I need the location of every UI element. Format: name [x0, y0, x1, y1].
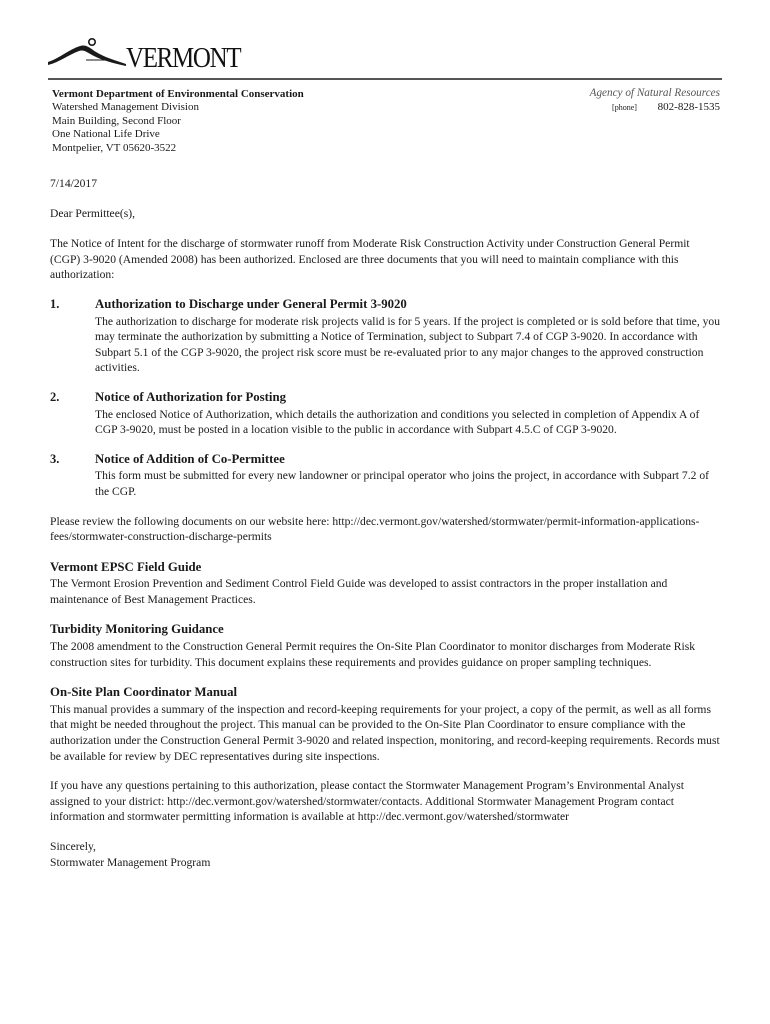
enclosure-item-3 [50, 452, 722, 500]
intro-paragraph: The Notice of Intent for the discharge of stormwater runoff from Moderate Risk Construction Activity under Construction General Permit (CGP) 3-9020 (Amended 2008) has been authorized. Enclosed are three documents that you will need to maintain compliance with this authorization: [50, 237, 690, 282]
section-turbidity-guidance [50, 622, 722, 670]
closing: Sincerely, [50, 840, 96, 853]
item-number: 3. [50, 451, 60, 466]
section-epsc-guide [50, 560, 722, 608]
division-name: Watershed Management Division [52, 101, 199, 114]
salutation: Dear Permittee(s), [50, 206, 135, 220]
section-text: The 2008 amendment to the Construction General Permit requires the On-Site Plan Coordinator to monitor discharges from Moderate Risk construction sites for turbidity. This document explains these requirements and provides guidance on proper sampling techniques. [50, 640, 696, 669]
agency-block [590, 86, 720, 115]
item-number: 2. [50, 389, 60, 404]
section-heading: Vermont EPSC Field Guide [50, 559, 202, 574]
address-line-2: One National Life Drive [52, 128, 160, 141]
letter-body [50, 176, 722, 870]
enclosure-item-2 [50, 390, 722, 438]
header-divider [48, 78, 722, 80]
letter-date: 7/14/2017 [50, 177, 98, 190]
agency-name: Agency of Natural Resources [589, 87, 720, 99]
address-line-1: Main Building, Second Floor [52, 114, 181, 127]
logo-wordmark: VERMONT [126, 42, 241, 74]
item-description: This form must be submitted for every new landowner or principal operator who joins the project, in accordance with Subpart 7.2 of the CGP. [95, 469, 709, 498]
section-heading: On-Site Plan Coordinator Manual [50, 685, 238, 700]
item-number: 1. [50, 296, 60, 311]
phone-number: 802-828-1535 [657, 101, 720, 113]
signature: Stormwater Management Program [50, 855, 211, 869]
phone-label: [phone] [612, 103, 637, 112]
mountain-logo-icon [46, 36, 130, 72]
item-title: Authorization to Discharge under General Permit 3-9020 [95, 296, 407, 311]
enclosure-item-1 [50, 297, 722, 376]
item-title: Notice of Addition of Co-Permittee [95, 451, 285, 466]
section-coordinator-manual [50, 685, 722, 764]
department-address [52, 88, 304, 155]
item-description: The authorization to discharge for moderate risk projects valid is for 5 years. If the project is completed or is sold before that time, you may terminate the authorization by submitting a Notice of Termination, subject to Subpart 7.4 of CGP 3-9020. In accordance with Subpart 5.1 of the CGP 3-9020, the project risk score must be re-evaluated prior to any major changes to the approved construction activities. [95, 314, 721, 375]
section-text: The Vermont Erosion Prevention and Sediment Control Field Guide was developed to assist contractors in the proper installation and maintenance of Best Management Practices. [50, 577, 668, 606]
section-heading: Turbidity Monitoring Guidance [50, 622, 224, 637]
section-text: This manual provides a summary of the inspection and record-keeping requirements for your project, a copy of the permit, as well as all forms that might be needed throughout the project. This manual can be provided to the On-Site Plan Coordinator to ensure compliance with the authorization under the Construction General Permit 3-9020 and related inspection, monitoring, and record-keeping requirements. Records must be available for review by DEC representatives during site inspections. [50, 702, 720, 763]
department-name: Vermont Department of Environmental Conservation [52, 88, 304, 100]
phone-line [590, 100, 720, 115]
item-description: The enclosed Notice of Authorization, which details the authorization and conditions you selected in completion of Appendix A of CGP 3-9020, must be posted in a location visible to the public in accordance with Subpart 4.5.C of CGP 3-9020. [95, 407, 700, 437]
item-title: Notice of Authorization for Posting [95, 389, 286, 404]
review-paragraph: Please review the following documents on our website here: http://dec.vermont.gov/watershed/stormwater/permit-information-applications-fees/stormwater-construction-discharge-permits [50, 514, 700, 544]
address-line-3: Montpelier, VT 05620-3522 [52, 141, 177, 154]
questions-paragraph: If you have any questions pertaining to this authorization, please contact the Stormwater Management Program’s Environmental Analyst assigned to your district: http://dec.vermont.gov/watershed/stormwater/contacts. Additional Stormwater Management Program contact information and stormwater permitting information is available at http://dec.vermont.gov/watershed/stormwater [50, 779, 684, 824]
vermont-logo [46, 36, 246, 76]
